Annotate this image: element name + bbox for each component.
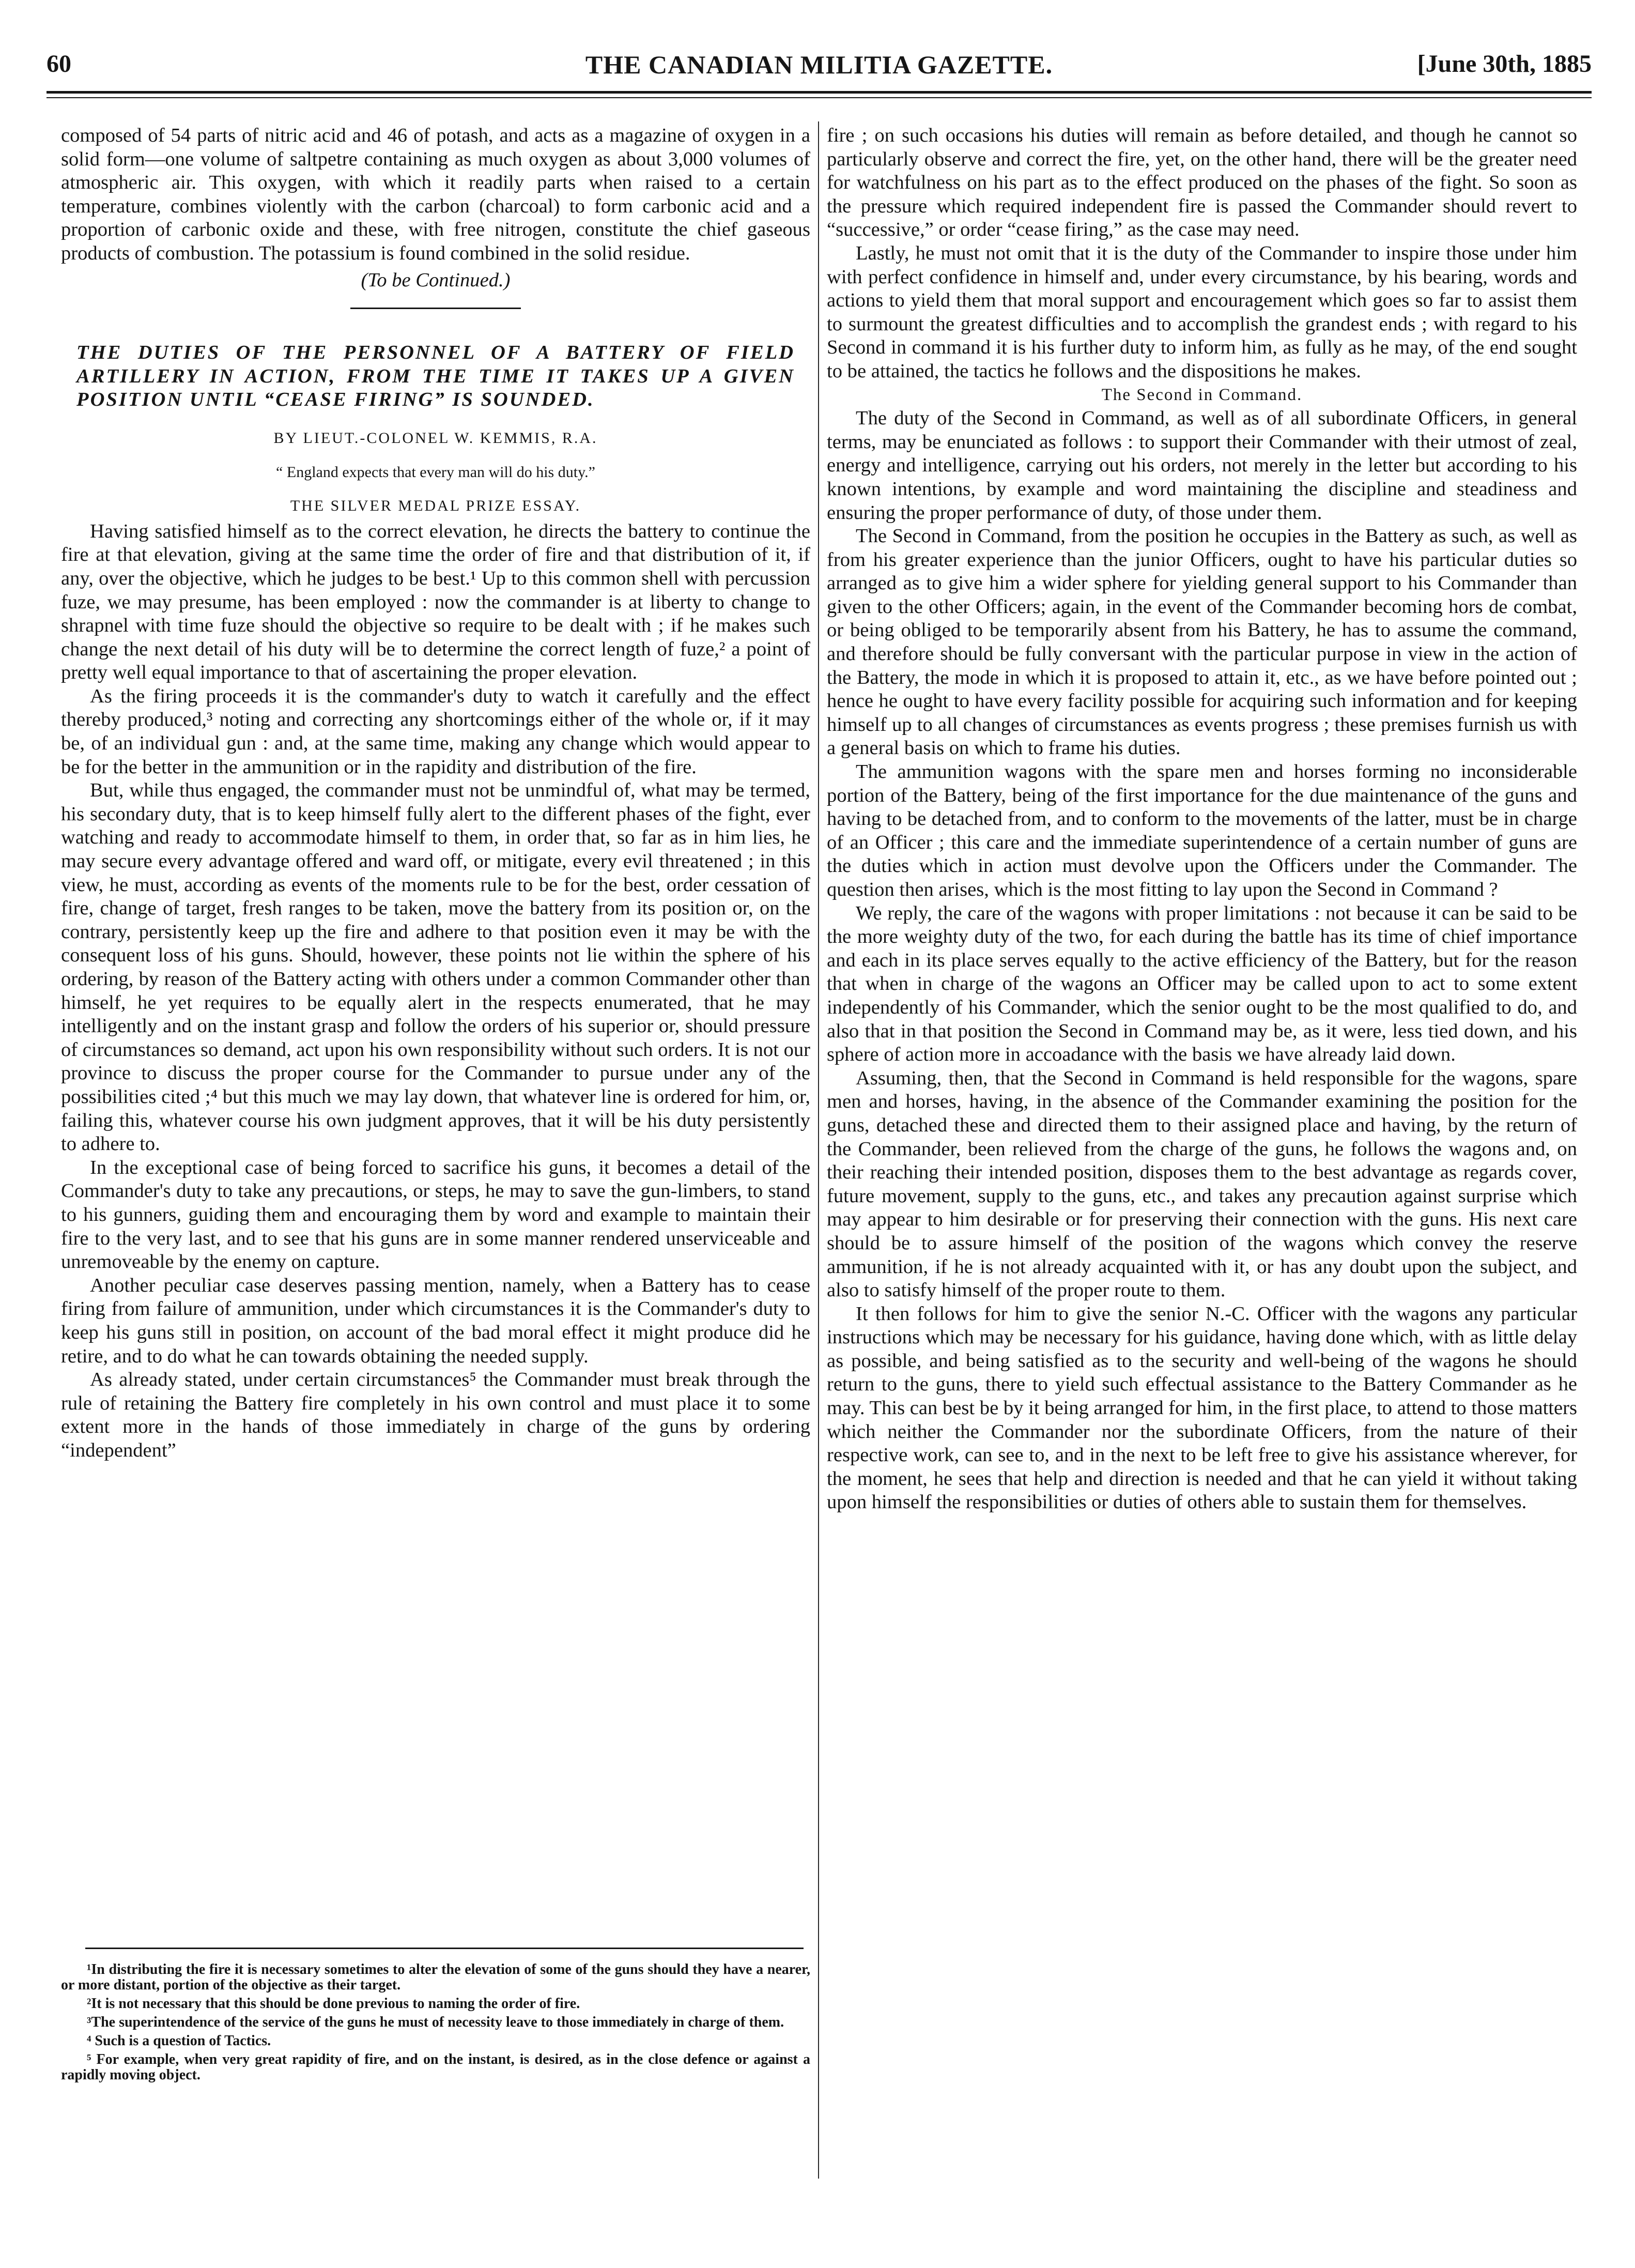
- right-column: [827, 124, 1577, 1514]
- body-paragraph: The Second in Command, from the position he occupies in the Battery as such, as well as from his greater experience than the junior Officers, ought to have his particular duties so arranged as to give him a wider sphere for yielding general support to his Commander than given to the other Officers; again, in the event of the Commander becoming hors de combat, or being obliged to be temporarily absent from his Battery, he has to assume the command, and therefore should be fully conversant with the particular purpose in view in the action of the Battery, the mode in which it is proposed to attain it, etc., as we have before pointed out ; hence he ought to have every facility possible for acquiring such information and for keeping himself up to all changes of circumstances as events progress ; these premises furnish us with a general basis on which to frame his duties.: [827, 525, 1577, 759]
- footnote: ³The superintendence of the service of the guns he must of necessity leave to those immediately in charge of them.: [87, 2014, 784, 2030]
- masthead-title: THE CANADIAN MILITIA GAZETTE.: [585, 50, 1053, 79]
- body-paragraph: The ammunition wagons with the spare men and horses forming no inconsiderable portion of the Battery, being of the first importance for the due maintenance of the guns and having to be detached from, and to conform to the movements of the latter, must be in charge of an Officer ; this care and the immediate superintendence of a certain number of guns are the duties which in action must devolve upon the Officers under the Commander. The question then arises, which is the most fitting to lay upon the Second in Command ?: [827, 761, 1577, 900]
- section-divider: [350, 308, 521, 309]
- header-rule-thick: [47, 91, 1592, 94]
- body-paragraph: As already stated, under certain circumstances⁵ the Commander must break through the rule of retaining the Battery fire completely in his own control and must place it to some extent more in the hands of those immediately in charge of the guns by ordering “independent”: [61, 1369, 810, 1461]
- body-paragraph: The duty of the Second in Command, as well as of all subordinate Officers, in general terms, may be enunciated as follows : to support their Commander with their utmost of zeal, energy and intelligence, carrying out his orders, not merely in the letter but according to his known intentions, by example and word maintaining the discipline and steadiness and ensuring the proper performance of duty, of those under them.: [827, 407, 1577, 524]
- body-paragraph: In the exceptional case of being forced to sacrifice his guns, it becomes a detail of the Commander's duty to take any precautions, or steps, he may to save the gun-limbers, to stand to his gunners, guiding them and encouraging them by word and example to maintain their fire to the very last, and to see that his guns are in some manner rendered unserviceable and unremoveable by the enemy on capture.: [61, 1156, 810, 1273]
- body-paragraph: We reply, the care of the wagons with proper limitations : not because it can be said to be the more weighty duty of the two, for each during the battle has its time of chief importance and each in its place serves equally to the active efficiency of the Battery, but for the reason that when in charge of the wagons an Officer may be called upon to act to some extent independently of his Commander, which the senior ought to be the most qualified to do, and also that in that position the Second in Command may be, as it were, less tied down, and his sphere of action more in accoadance with the basis we have already laid down.: [827, 902, 1577, 1066]
- body-paragraph: But, while thus engaged, the commander must not be unmindful of, what may be termed, his secondary duty, that is to keep himself fully alert to the different phases of the fight, ever watching and ready to accommodate himself to them, in order that, so far as in him lies, he may secure every advantage offered and ward off, or mitigate, every evil threatened ; in this view, he must, according as events of the moments rule to be for the best, order cessation of fire, change of target, fresh ranges to be taken, move the battery from its position or, on the contrary, persistently keep up the fire and adhere to that position even it may be with the consequent loss of his guns. Should, however, these points not lie within the sphere of his ordering, by reason of the Battery acting with others under a common Commander other than himself, he yet requires to be equally alert in the respects enumerated, that he may intelligently and on the instant grasp and follow the orders of his superior or, should pressure of circumstances so demand, act upon his own responsibility without such orders. It is not our province to discuss the proper course for the Commander to pursue under any of the possibilities cited ;⁴ but this much we may lay down, that whatever line is ordered for him, or, failing this, whatever course his own judgment approves, that it will be his duty persistently to adhere to.: [61, 779, 810, 1155]
- footnote: ⁴ Such is a question of Tactics.: [87, 2033, 271, 2049]
- essay-label: THE SILVER MEDAL PRIZE ESSAY.: [290, 497, 581, 515]
- article-title: THE DUTIES OF THE PERSONNEL OF A BATTERY OF FIELD ARTILLERY IN ACTION, FROM THE TIME IT TAKES UP A GIVEN POSITION UNTIL “CEASE FIRING” IS SOUNDED.: [76, 342, 795, 411]
- section-heading: The Second in Command.: [1101, 385, 1303, 404]
- page-header: [47, 50, 1592, 81]
- article-motto: “ England expects that every man will do his duty.”: [276, 463, 595, 481]
- header-rule-thin: [47, 97, 1592, 98]
- body-paragraph: As the firing proceeds it is the commander's duty to watch it carefully and the effect thereby produced,³ noting and correcting any shortcomings either of the whole or, if it may be, of an individual gun : and, at the same time, making any change which would appear to be for the better in the ammunition or in the rapidity and distribution of the fire.: [61, 685, 810, 778]
- footnotes: [61, 1962, 810, 2086]
- body-paragraph: Having satisfied himself as to the correct elevation, he directs the battery to continue the fire at that elevation, giving at the same time the order of fire and that distribution of it, if any, over the objective, which he judges to be best.¹ Up to this common shell with percussion fuze, we may presume, has been employed : now the commander is at liberty to change to shrapnel with time fuze should the objective so require to be dealt with ; if he makes such change the next detail of his duty will be to determine the correct length of fuze,² a point of pretty well equal importance to that of ascertaining the proper elevation.: [61, 520, 810, 684]
- article-byline: BY LIEUT.-COLONEL W. KEMMIS, R.A.: [273, 429, 598, 447]
- column-divider: [818, 121, 819, 2179]
- footnote: ¹In distributing the fire it is necessary sometimes to alter the elevation of some of the guns should they have a nearer, or more distant, portion of the objective as their target.: [61, 1961, 810, 1993]
- to-be-continued: (To be Continued.): [361, 269, 511, 291]
- page-number: 60: [47, 50, 71, 78]
- body-paragraph: It then follows for him to give the senior N.-C. Officer with the wagons any particular instructions which may be necessary for his guidance, having done which, with as little delay as possible, and being satisfied as to the security and well-being of the wagons he should return to the guns, there to yield such effectual assistance to the Battery Commander as he may. This can best be by it being arranged for him, in the first place, to attend to those matters which neither the Commander nor the subordinate Officers, from the nature of their respective work, can see to, and in the next to be left free to give his assistance wherever, for the moment, he sees that help and direction is needed and that he can yield it without taking upon himself the responsibilities or duties of others able to sustain them for themselves.: [827, 1302, 1577, 1513]
- issue-date: [June 30th, 1885: [1417, 50, 1592, 78]
- body-paragraph: Lastly, he must not omit that it is the duty of the Commander to inspire those under him with perfect confidence in himself and, under every circumstance, by his bearing, words and actions to yield them that moral support and encouragement which goes so far to assist them to surmount the greatest difficulties and to accomplish the grandest ends ; with regard to his Second in command it is his further duty to inform him, as fully as he may, of the end sought to be attained, the tactics he follows and the dispositions he makes.: [827, 242, 1577, 382]
- body-paragraph: Another peculiar case deserves passing mention, namely, when a Battery has to cease firing from failure of ammunition, under which circumstances it is the Commander's duty to keep his guns still in position, on account of the bad moral effect it might produce did he retire, and to do what he can towards obtaining the needed supply.: [61, 1274, 810, 1367]
- left-column: [61, 124, 810, 1462]
- footnote-rule: [85, 1948, 804, 1949]
- footnote: ²It is not necessary that this should be done previous to naming the order of fire.: [87, 1996, 580, 2012]
- footnote: ⁵ For example, when very great rapidity of fire, and on the instant, is desired, as in the close defence or against a rapidly moving object.: [61, 2051, 810, 2083]
- body-paragraph: Assuming, then, that the Second in Command is held responsible for the wagons, spare men and horses, having, in the absence of the Commander examining the position for the guns, detached these and directed them to their assigned place and having, by the return of the Commander, been relieved from the charge of the guns, he follows the wagons and, on their reaching their intended position, disposes them to the best advantage as regards cover, future movement, supply to the guns, etc., and takes any precaution against surprise which may appear to him desirable or for preserving their connection with the guns. His next care should be to assure himself of the position of the wagons which convey the reserve ammunition, if he is not already acquainted with it, or has any doubt upon the subject, and also to satisfy himself of the proper route to them.: [827, 1067, 1577, 1301]
- intro-paragraph: composed of 54 parts of nitric acid and 46 of potash, and acts as a magazine of oxygen in a solid form—one volume of saltpetre containing as much oxygen as about 3,000 volumes of atmospheric air. This oxygen, with which it readily parts when raised to a certain temperature, combines violently with the carbon (charcoal) to form carbonic acid and a proportion of carbonic oxide and these, with free nitrogen, constitute the chief gaseous products of combustion. The potassium is found combined in the solid residue.: [61, 125, 810, 264]
- body-paragraph-continued: fire ; on such occasions his duties will remain as before detailed, and though he cannot so particularly observe and correct the fire, yet, on the other hand, there will be the greater need for watchfulness on his part as to the effect produced on the phases of the fight. So soon as the pressure which required independent fire is passed the Commander should revert to “successive,” or order “cease firing,” as the case may need.: [827, 125, 1577, 241]
